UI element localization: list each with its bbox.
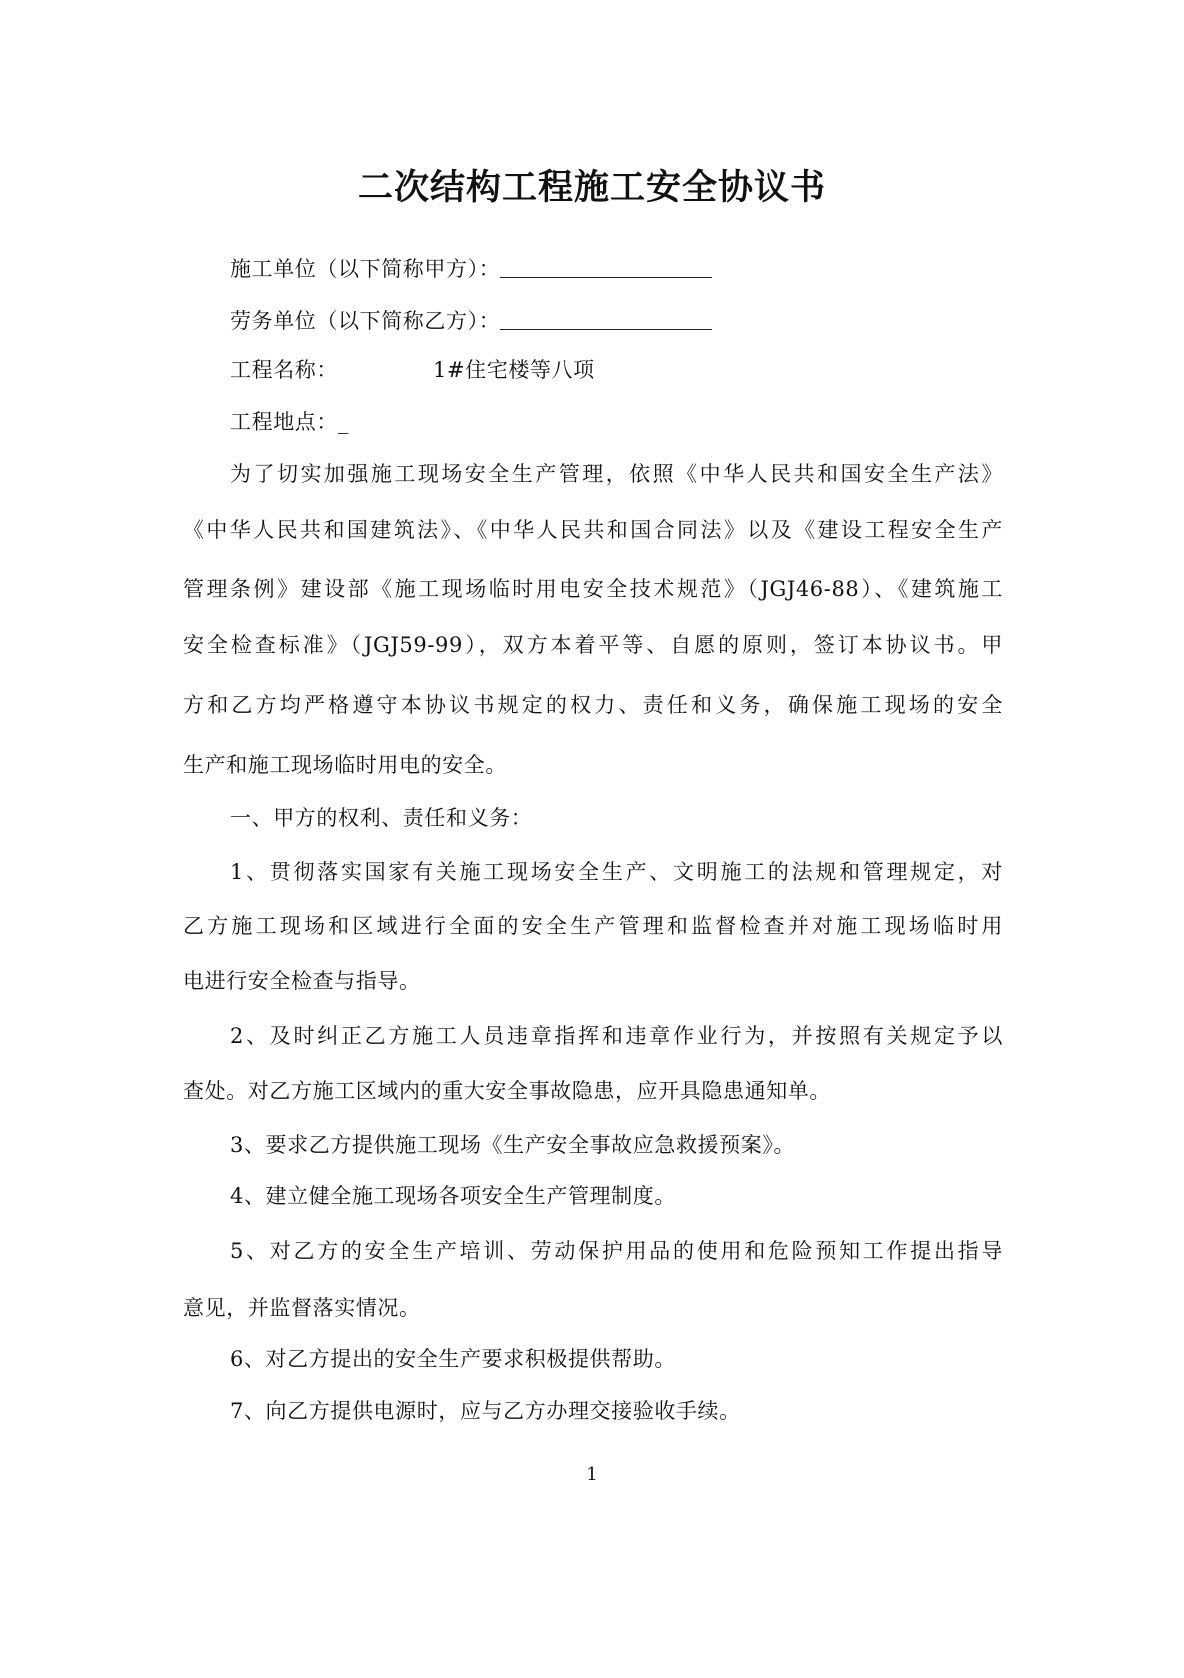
field-party-b xyxy=(230,306,1050,336)
clause-line: 4、建立健全施工现场各项安全生产管理制度。 xyxy=(230,1184,676,1208)
field-value: _ xyxy=(338,410,350,434)
clause-line: 电进行安全检查与指导。 xyxy=(183,969,421,993)
clause-line: 6、对乙方提出的安全生产要求积极提供帮助。 xyxy=(230,1347,676,1371)
field-project-location xyxy=(230,407,1050,437)
clause-line: 1、贯彻落实国家有关施工现场安全生产、文明施工的法规和管理规定，对 xyxy=(230,860,1003,884)
clause-line: 3、要求乙方提供施工现场《生产安全事故应急救援预案》。 xyxy=(230,1133,796,1157)
intro-line: 方和乙方均严格遵守本协议书规定的权力、责任和义务，确保施工现场的安全 xyxy=(183,693,1003,717)
document-title: 二次结构工程施工安全协议书 xyxy=(357,168,826,208)
field-value: 1#住宅楼等八项 xyxy=(433,358,595,382)
field-project-name xyxy=(230,355,1050,385)
page-number: 1 xyxy=(586,1464,598,1485)
field-label: 工程名称： xyxy=(230,358,338,382)
clause-line: 2、及时纠正乙方施工人员违章指挥和违章作业行为，并按照有关规定予以 xyxy=(230,1024,1003,1048)
field-party-a xyxy=(230,254,1050,284)
intro-line: 为了切实加强施工现场安全生产管理，依照《中华人民共和国安全生产法》 xyxy=(230,462,1003,486)
clause-line: 乙方施工现场和区域进行全面的安全生产管理和监督检查并对施工现场临时用 xyxy=(183,914,1003,938)
field-label: 施工单位（以下简称甲方）： xyxy=(230,257,501,281)
blank-line xyxy=(500,257,712,278)
clause-line: 5、对乙方的安全生产培训、劳动保护用品的使用和危险预知工作提出指导 xyxy=(230,1239,1003,1263)
field-label: 劳务单位（以下简称乙方）： xyxy=(230,309,501,333)
blank-line xyxy=(500,309,712,330)
clause-line: 7、向乙方提供电源时，应与乙方办理交接验收手续。 xyxy=(230,1399,741,1423)
intro-line: 生产和施工现场临时用电的安全。 xyxy=(183,753,507,777)
field-label: 工程地点： xyxy=(230,410,338,434)
intro-line: 管理条例》建设部《施工现场临时用电安全技术规范》（JGJ46-88）、《建筑施工 xyxy=(183,577,1003,601)
clause-line: 查处。对乙方施工区域内的重大安全事故隐患，应开具隐患通知单。 xyxy=(183,1079,831,1103)
intro-line: 安全检查标准》（JGJ59-99），双方本着平等、自愿的原则，签订本协议书。甲 xyxy=(183,633,1003,657)
section-heading: 一、甲方的权利、责任和义务： xyxy=(230,806,533,830)
clause-line: 意见，并监督落实情况。 xyxy=(183,1296,421,1320)
intro-line: 《中华人民共和国建筑法》、《中华人民共和国合同法》以及《建设工程安全生产 xyxy=(183,518,1003,542)
